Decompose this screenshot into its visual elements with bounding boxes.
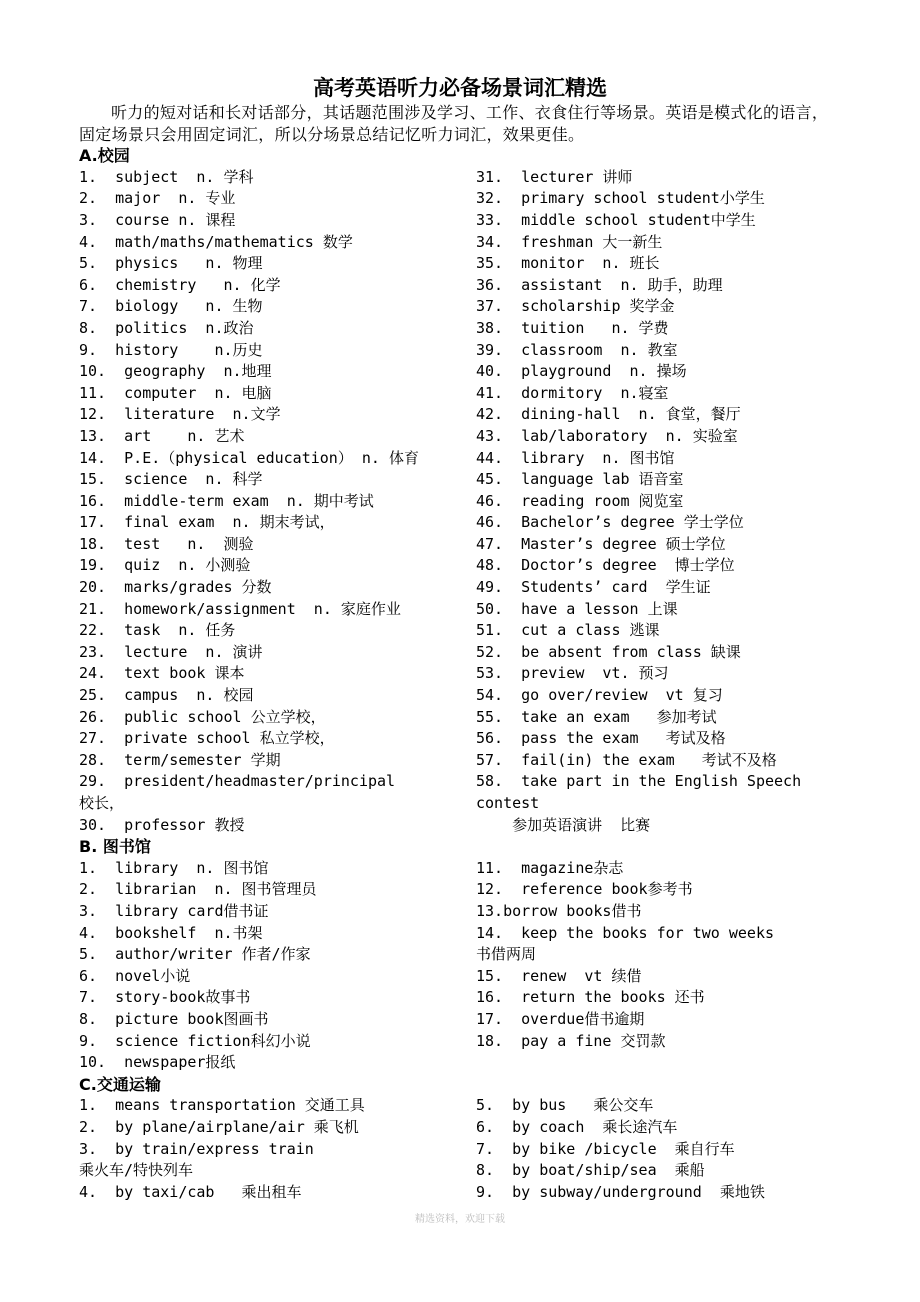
vocab-column-left <box>79 858 476 1074</box>
vocab-entry: 3. by train/express train <box>79 1139 314 1158</box>
vocab-entry: 参加英语演讲 比赛 <box>476 815 651 834</box>
vocab-entry: 7. story-book故事书 <box>79 988 251 1007</box>
vocab-entry: 13. art n. 艺术 <box>79 426 245 445</box>
vocab-entry: 58. take part in the English Speech <box>476 772 802 791</box>
vocab-entry: 42. dining-hall n. 食堂，餐厅 <box>476 405 741 424</box>
section-transportation <box>79 1074 841 1204</box>
vocab-entry: 55. take an exam 参加考试 <box>476 707 717 726</box>
vocab-entry: 37. scholarship 奖学金 <box>476 297 675 316</box>
section-library <box>79 836 841 1074</box>
vocab-entry: 32. primary school student小学生 <box>476 189 765 208</box>
vocab-entry: 20. marks/grades 分数 <box>79 578 272 597</box>
vocab-entry: 2. librarian n. 图书管理员 <box>79 880 317 899</box>
vocab-entry: 35. monitor n. 班长 <box>476 254 660 273</box>
section-title: C.交通运输 <box>79 1074 161 1094</box>
section-title: A.校园 <box>79 146 130 166</box>
vocab-column-left <box>79 167 476 836</box>
document-page <box>79 74 841 1203</box>
vocab-entry: 9. science fiction科幻小说 <box>79 1031 311 1050</box>
vocab-entry: 50. have a lesson 上课 <box>476 599 678 618</box>
vocab-entry: 14. keep the books for two weeks <box>476 923 775 942</box>
page-title: 高考英语听力必备场景词汇精选 <box>313 76 607 100</box>
vocab-entry: 23. lecture n. 演讲 <box>79 642 263 661</box>
vocab-entry: 5. author/writer 作者/作家 <box>79 945 311 964</box>
vocab-entry: 47. Master’s degree 硕士学位 <box>476 534 726 553</box>
vocab-entry: 44. library n. 图书馆 <box>476 448 675 467</box>
vocab-entry: 5. by bus 乘公交车 <box>476 1096 654 1115</box>
vocab-entry: 15. renew vt 续借 <box>476 966 642 985</box>
vocab-entry: 30. professor 教授 <box>79 815 245 834</box>
vocab-entry: 3. library card借书证 <box>79 901 269 920</box>
vocab-entry: 1. library n. 图书馆 <box>79 858 269 877</box>
vocab-entry: 38. tuition n. 学费 <box>476 318 669 337</box>
vocab-entry: 49. Students’ card 学生证 <box>476 578 711 597</box>
vocab-entry: 8. politics n.政治 <box>79 318 254 337</box>
vocab-entry: 4. by taxi/cab 乘出租车 <box>79 1182 302 1201</box>
vocab-entry: 57. fail(in) the exam 考试不及格 <box>476 750 777 769</box>
vocab-entry: 40. playground n. 操场 <box>476 362 687 381</box>
vocab-entry: 39. classroom n. 教室 <box>476 340 678 359</box>
vocab-entry: 校长， <box>79 794 125 812</box>
vocab-entry: 14. P.E.（physical education） n. 体育 <box>79 448 419 467</box>
vocab-entry: 51. cut a class 逃课 <box>476 621 660 640</box>
page-footer: 精选资料，欢迎下载 <box>415 1214 505 1225</box>
vocab-entry: 1. subject n. 学科 <box>79 167 254 186</box>
vocab-entry: 6. by coach 乘长途汽车 <box>476 1117 678 1136</box>
vocab-entry: 2. by plane/airplane/air 乘飞机 <box>79 1117 359 1136</box>
vocab-entry: 5. physics n. 物理 <box>79 254 263 273</box>
vocab-entry: 7. biology n. 生物 <box>79 297 263 316</box>
vocab-entry: 13.borrow books借书 <box>476 901 642 920</box>
vocab-entry: 54. go over/review vt 复习 <box>476 686 723 705</box>
vocab-entry: 17. final exam n. 期末考试， <box>79 513 335 532</box>
vocab-entry: 33. middle school student中学生 <box>476 210 756 229</box>
vocab-entry: 8. by boat/ship/sea 乘船 <box>476 1161 705 1180</box>
section-title: B. 图书馆 <box>79 837 151 857</box>
vocab-entry: 6. novel小说 <box>79 966 191 985</box>
vocab-entry: 10. newspaper报纸 <box>79 1053 236 1072</box>
vocab-entry: 19. quiz n. 小测验 <box>79 556 251 575</box>
vocab-entry: 26. public school 公立学校， <box>79 707 326 726</box>
vocab-entry: 29. president/headmaster/principal <box>79 772 396 791</box>
vocab-entry: 46. Bachelor’s degree 学士学位 <box>476 513 744 532</box>
vocab-entry: 6. chemistry n. 化学 <box>79 275 281 294</box>
vocab-entry: 56. pass the exam 考试及格 <box>476 729 726 748</box>
vocab-entry: 15. science n. 科学 <box>79 470 263 489</box>
vocab-entry: 18. pay a fine 交罚款 <box>476 1031 666 1050</box>
section-campus <box>79 145 841 836</box>
vocab-entry: 53. preview vt. 预习 <box>476 664 669 683</box>
vocab-entry: 22. task n. 任务 <box>79 621 236 640</box>
vocab-entry: 28. term/semester 学期 <box>79 750 281 769</box>
vocab-entry: contest <box>476 794 540 812</box>
vocab-entry: 1. means transportation 交通工具 <box>79 1096 365 1115</box>
vocab-entry: 45. language lab 语音室 <box>476 470 684 489</box>
vocab-entry: 12. reference book参考书 <box>476 880 693 899</box>
vocab-entry: 11. computer n. 电脑 <box>79 383 272 402</box>
vocab-entry: 27. private school 私立学校， <box>79 729 335 748</box>
vocab-entry: 9. by subway/underground 乘地铁 <box>476 1182 765 1201</box>
vocab-entry: 9. history n.历史 <box>79 340 263 359</box>
vocab-column-left <box>79 1095 476 1203</box>
vocab-entry: 16. return the books 还书 <box>476 988 705 1007</box>
vocab-entry: 12. literature n.文学 <box>79 405 281 424</box>
vocab-entry: 17. overdue借书逾期 <box>476 1009 645 1028</box>
vocab-column-right <box>476 167 841 836</box>
vocab-entry: 8. picture book图画书 <box>79 1009 269 1028</box>
vocab-entry: 34. freshman 大一新生 <box>476 232 663 251</box>
vocab-entry: 乘火车/特快列车 <box>79 1161 194 1180</box>
vocab-entry: 52. be absent from class 缺课 <box>476 642 741 661</box>
vocab-entry: 18. test n. 测验 <box>79 534 254 553</box>
vocab-entry: 31. lecturer 讲师 <box>476 167 633 186</box>
vocab-entry: 3. course n. 课程 <box>79 210 236 229</box>
vocab-entry: 48. Doctor’s degree 博士学位 <box>476 556 735 575</box>
vocab-entry: 21. homework/assignment n. 家庭作业 <box>79 599 401 618</box>
vocab-entry: 41. dormitory n.寝室 <box>476 383 669 402</box>
vocab-column-right <box>476 858 841 1074</box>
vocab-entry: 11. magazine杂志 <box>476 858 624 877</box>
vocab-entry: 43. lab/laboratory n. 实验室 <box>476 426 738 445</box>
vocab-entry: 10. geography n.地理 <box>79 362 272 381</box>
vocab-entry: 36. assistant n. 助手，助理 <box>476 275 723 294</box>
vocab-entry: 书借两周 <box>476 945 537 964</box>
vocab-entry: 2. major n. 专业 <box>79 189 236 208</box>
vocab-entry: 24. text book 课本 <box>79 664 245 683</box>
vocab-entry: 16. middle-term exam n. 期中考试 <box>79 491 374 510</box>
vocab-entry: 4. math/maths/mathematics 数学 <box>79 232 353 251</box>
intro-paragraph: 听力的短对话和长对话部分，其话题范围涉及学习、工作、衣食住行等场景。英语是模式化的语言，固定场景只会用固定词汇，所以分场景总结记忆听力词汇，效果更佳。 <box>79 103 829 144</box>
vocab-entry: 7. by bike /bicycle 乘自行车 <box>476 1139 735 1158</box>
vocab-entry: 25. campus n. 校园 <box>79 686 254 705</box>
vocab-entry: 4. bookshelf n.书架 <box>79 923 263 942</box>
vocab-entry: 46. reading room 阅览室 <box>476 491 684 510</box>
vocab-column-right <box>476 1095 841 1203</box>
